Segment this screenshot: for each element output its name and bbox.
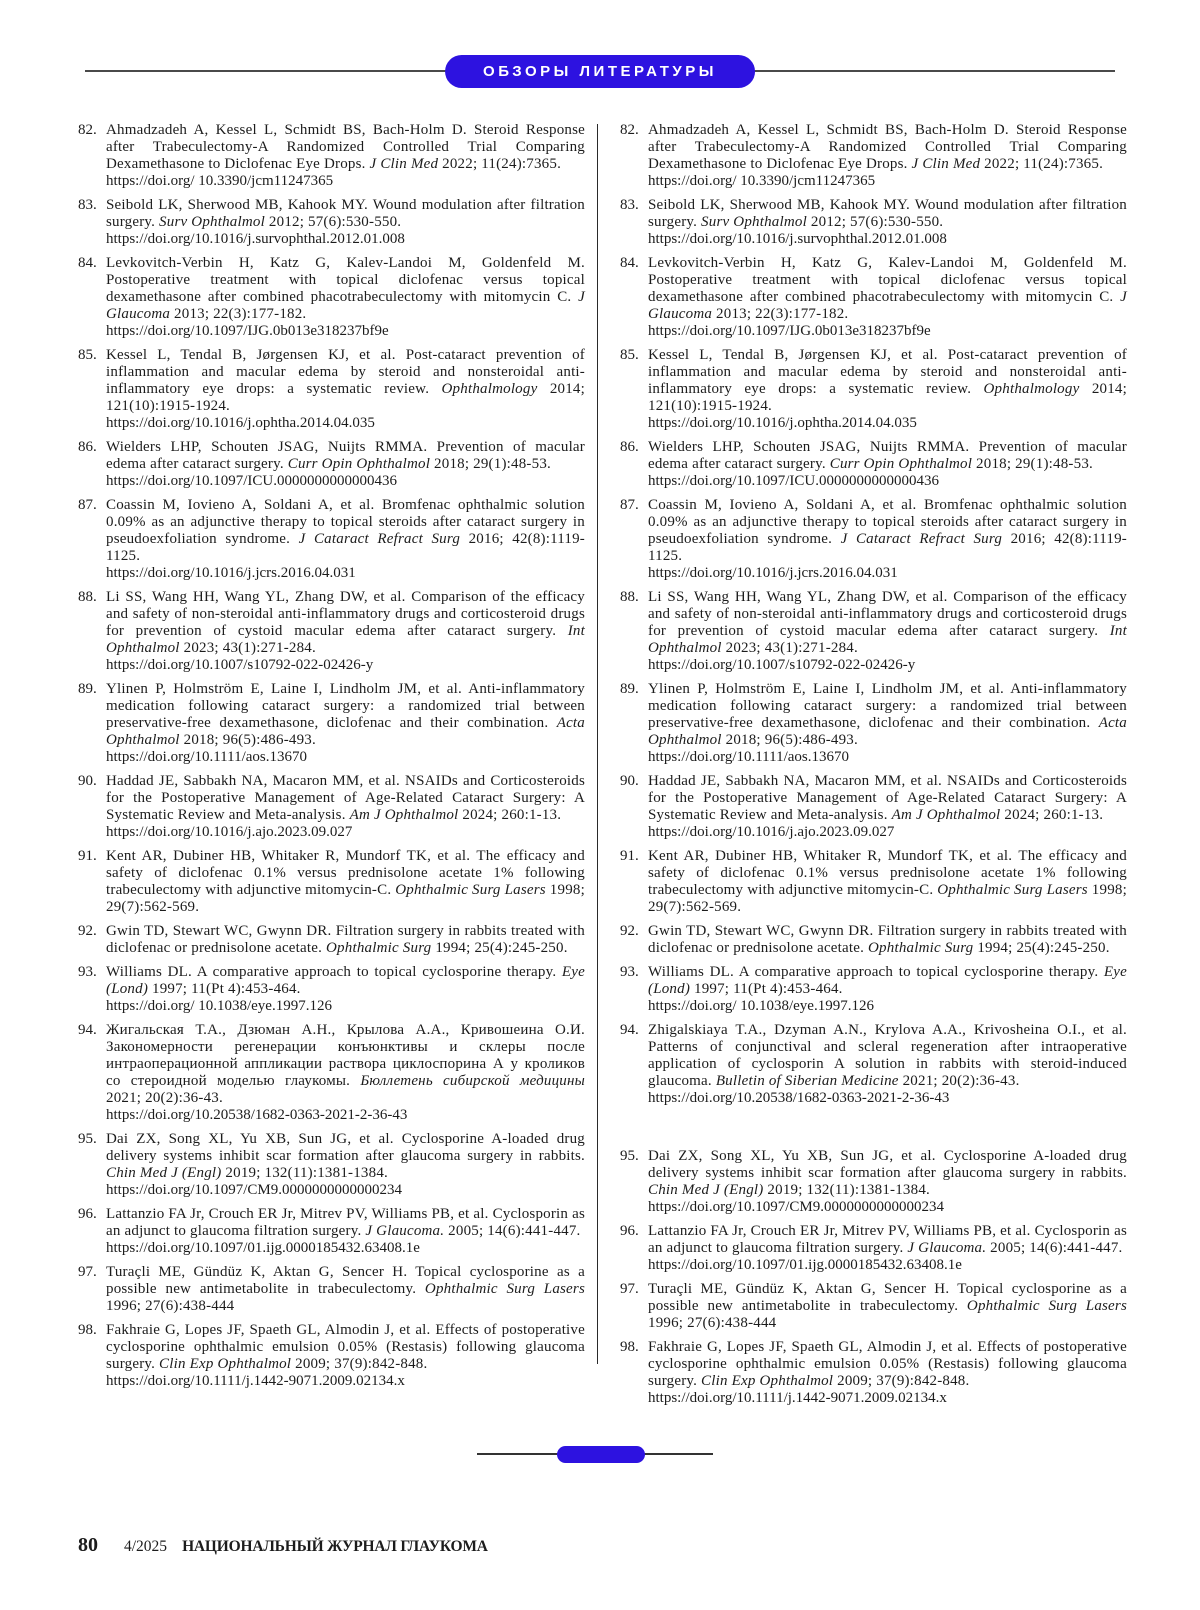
doi-text: https://doi.org/10.1097/ICU.0000000000000436 [648, 473, 939, 489]
reference-item [620, 347, 1127, 432]
doi-text: https://doi.org/ 10.3390/jcm11247365 [648, 173, 876, 189]
reference-item [78, 255, 585, 340]
doi-text: https://doi.org/10.1016/j.survophthal.2012.01.008 [106, 231, 405, 247]
reference-item [620, 923, 1127, 957]
reference-number: 94. [78, 1022, 97, 1038]
reference-text: Seibold LK, Sherwood MB, Kahook MY. Wound modulation after filtration surgery. Surv Ophthalmol 2012; 57(6):530-550. [106, 197, 585, 230]
reference-item [620, 122, 1127, 190]
reference-text: Kent AR, Dubiner HB, Whitaker R, Mundorf TK, et al. The efficacy and safety of diclofenac 0.1% versus prednisolone acetate 1% following trabeculectomy with adjunctive mitomycin-C. Ophthalmic Surg Lasers 1998; 29(7):562-569. [106, 848, 585, 915]
page-number: 80 [78, 1534, 98, 1556]
reference-number: 89. [620, 681, 639, 697]
doi-text: https://doi.org/10.1016/j.ajo.2023.09.027 [106, 824, 353, 840]
reference-text: Coassin M, Iovieno A, Soldani A, et al. Bromfenac ophthalmic solution 0.09% as an adjunctive therapy to topical steroids after cataract surgery in pseudoexfoliation syndrome. J Cataract Refract Surg 2016; 42(8):1119-1125. [106, 497, 586, 564]
doi-text: https://doi.org/10.20538/1682-0363-2021-2-36-43 [648, 1090, 950, 1106]
reference-item [78, 589, 585, 674]
doi-text: https://doi.org/10.1111/j.1442-9071.2009.02134.x [106, 1373, 405, 1389]
journal-name: НАЦИОНАЛЬНЫЙ ЖУРНАЛ ГЛАУКОМА [182, 1538, 488, 1555]
reference-text: Kessel L, Tendal B, Jørgensen KJ, et al. Post-cataract prevention of inflammation and macular edema by steroid and nonsteroidal anti-inflammatory eye drops: a systematic review. Ophthalmology 2014; 121(10):1915-1924. [648, 347, 1127, 414]
reference-number: 88. [620, 589, 639, 605]
reference-number: 82. [620, 122, 639, 138]
reference-item [78, 1322, 585, 1390]
references-column-right [620, 122, 1127, 1414]
reference-number: 98. [78, 1322, 97, 1338]
reference-item [78, 439, 585, 490]
reference-number: 93. [620, 964, 639, 980]
reference-item [620, 439, 1127, 490]
reference-item [620, 1223, 1127, 1274]
doi-text: https://doi.org/10.1111/j.1442-9071.2009.02134.x [648, 1390, 947, 1406]
doi-text: https://doi.org/ 10.1038/eye.1997.126 [648, 998, 874, 1014]
reference-number: 82. [78, 122, 97, 138]
reference-number: 86. [78, 439, 97, 455]
reference-number: 83. [620, 197, 639, 213]
reference-number: 91. [78, 848, 97, 864]
doi-text: https://doi.org/ 10.1038/eye.1997.126 [106, 998, 332, 1014]
reference-text: Fakhraie G, Lopes JF, Spaeth GL, Almodin J, et al. Effects of postoperative cyclosporine ophthalmic emulsion 0.05% (Restasis) following glaucoma surgery. Clin Exp Ophthalmol 2009; 37(9):842-848. [648, 1339, 1127, 1389]
reference-number: 91. [620, 848, 639, 864]
reference-number: 86. [620, 439, 639, 455]
reference-number: 89. [78, 681, 97, 697]
doi-text: https://doi.org/ 10.3390/jcm11247365 [106, 173, 334, 189]
doi-text: https://doi.org/10.20538/1682-0363-2021-2-36-43 [106, 1107, 408, 1123]
reference-item [620, 1022, 1127, 1107]
reference-item [78, 923, 585, 957]
reference-text: Levkovitch-Verbin H, Katz G, Kalev-Landoi M, Goldenfeld M. Postoperative treatment with topical diclofenac versus topical dexamethasone after combined phacotrabeculectomy with mitomycin C. J Glaucoma 2013; 22(3):177-182. [106, 255, 585, 322]
reference-text: Ahmadzadeh A, Kessel L, Schmidt BS, Bach-Holm D. Steroid Response after Trabeculectomy-A Randomized Controlled Trial Comparing Dexamethasone to Diclofenac Eye Drops. J Clin Med 2022; 11(24):7365. [648, 122, 1127, 172]
bottom-pill [557, 1446, 645, 1463]
reference-number: 94. [620, 1022, 639, 1038]
reference-number: 90. [620, 773, 639, 789]
reference-number: 98. [620, 1339, 639, 1355]
reference-item [620, 681, 1127, 766]
reference-item [78, 497, 585, 582]
doi-text: https://doi.org/10.1097/CM9.0000000000000234 [106, 1182, 402, 1198]
reference-number: 96. [78, 1206, 97, 1222]
reference-text: Coassin M, Iovieno A, Soldani A, et al. Bromfenac ophthalmic solution 0.09% as an adjunctive therapy to topical steroids after cataract surgery in pseudoexfoliation syndrome. J Cataract Refract Surg 2016; 42(8):1119-1125. [648, 497, 1128, 564]
reference-number: 93. [78, 964, 97, 980]
reference-number: 90. [78, 773, 97, 789]
column-divider [597, 124, 598, 1364]
reference-item [620, 1339, 1127, 1407]
reference-item [620, 1281, 1127, 1332]
reference-item [78, 681, 585, 766]
reference-text: Turaçli ME, Gündüz K, Aktan G, Sencer H. Topical cyclosporine as a possible new antimetabolite in trabeculectomy. Ophthalmic Surg Lasers 1996; 27(6):438-444 [106, 1264, 585, 1314]
reference-item [620, 497, 1127, 582]
reference-item [78, 347, 585, 432]
reference-item [620, 848, 1127, 916]
reference-number: 97. [620, 1281, 639, 1297]
reference-item [78, 1022, 585, 1124]
reference-text: Жигальская Т.А., Дзюман А.Н., Крылова А.А., Кривошеина О.И. Закономерности регенерации конъюнктивы и склеры после интраоперационной аппликации раствора циклоспорина А у кроликов со стероидной моделью глаукомы. Бюллетень сибирской медицины 2021; 20(2):36-43. [106, 1022, 585, 1106]
reference-number: 97. [78, 1264, 97, 1280]
reference-text: Seibold LK, Sherwood MB, Kahook MY. Wound modulation after filtration surgery. Surv Ophthalmol 2012; 57(6):530-550. [648, 197, 1127, 230]
doi-text: https://doi.org/10.1097/01.ijg.0000185432.63408.1e [648, 1257, 962, 1273]
doi-text: https://doi.org/10.1016/j.ophtha.2014.04.035 [106, 415, 375, 431]
reference-text: Gwin TD, Stewart WC, Gwynn DR. Filtration surgery in rabbits treated with diclofenac or prednisolone acetate. Ophthalmic Surg 1994; 25(4):245-250. [648, 923, 1127, 956]
reference-number: 95. [620, 1148, 639, 1164]
reference-text: Li SS, Wang HH, Wang YL, Zhang DW, et al. Comparison of the efficacy and safety of non-steroidal anti-inflammatory drugs and corticosteroid drugs for prevention of cystoid macular edema after cataract surgery. Int Ophthalmol 2023; 43(1):271-284. [106, 589, 585, 656]
reference-number: 87. [78, 497, 97, 513]
reference-number: 88. [78, 589, 97, 605]
section-badge: ОБЗОРЫ ЛИТЕРАТУРЫ [445, 55, 755, 88]
reference-number: 96. [620, 1223, 639, 1239]
reference-item [620, 1148, 1127, 1216]
doi-text: https://doi.org/10.1097/ICU.0000000000000436 [106, 473, 397, 489]
doi-text: https://doi.org/10.1007/s10792-022-02426-y [106, 657, 374, 673]
reference-number: 83. [78, 197, 97, 213]
reference-number: 92. [620, 923, 639, 939]
reference-text: Wielders LHP, Schouten JSAG, Nuijts RMMA. Prevention of macular edema after cataract surgery. Curr Opin Ophthalmol 2018; 29(1):48-53. [648, 439, 1127, 472]
reference-text: Haddad JE, Sabbakh NA, Macaron MM, et al. NSAIDs and Corticosteroids for the Postoperative Management of Age-Related Cataract Surgery: A Systematic Review and Meta-analysis. Am J Ophthalmol 2024; 260:1-13. [106, 773, 585, 823]
reference-number: 84. [620, 255, 639, 271]
reference-text: Kent AR, Dubiner HB, Whitaker R, Mundorf TK, et al. The efficacy and safety of diclofenac 0.1% versus prednisolone acetate 1% following trabeculectomy with adjunctive mitomycin-C. Ophthalmic Surg Lasers 1998; 29(7):562-569. [648, 848, 1127, 915]
reference-number: 85. [620, 347, 639, 363]
doi-text: https://doi.org/10.1016/j.jcrs.2016.04.031 [648, 565, 898, 581]
reference-text: Levkovitch-Verbin H, Katz G, Kalev-Landoi M, Goldenfeld M. Postoperative treatment with topical diclofenac versus topical dexamethasone after combined phacotrabeculectomy with mitomycin C. J Glaucoma 2013; 22(3):177-182. [648, 255, 1127, 322]
doi-text: https://doi.org/10.1097/IJG.0b013e318237bf9e [648, 323, 931, 339]
reference-text: Ahmadzadeh A, Kessel L, Schmidt BS, Bach-Holm D. Steroid Response after Trabeculectomy-A Randomized Controlled Trial Comparing Dexamethasone to Diclofenac Eye Drops. J Clin Med 2022; 11(24):7365. [106, 122, 585, 172]
reference-text: Williams DL. A comparative approach to topical cyclosporine therapy. Eye (Lond) 1997; 11(Pt 4):453-464. [106, 964, 585, 997]
doi-text: https://doi.org/10.1007/s10792-022-02426-y [648, 657, 916, 673]
reference-item [620, 964, 1127, 1015]
reference-item [78, 122, 585, 190]
reference-text: Lattanzio FA Jr, Crouch ER Jr, Mitrev PV, Williams PB, et al. Cyclosporin as an adjunct to glaucoma filtration surgery. J Glaucoma. 2005; 14(6):441-447. [106, 1206, 585, 1239]
reference-item [78, 197, 585, 248]
reference-text: Lattanzio FA Jr, Crouch ER Jr, Mitrev PV, Williams PB, et al. Cyclosporin as an adjunct to glaucoma filtration surgery. J Glaucoma. 2005; 14(6):441-447. [648, 1223, 1127, 1256]
references-column-left [78, 122, 585, 1397]
reference-number: 92. [78, 923, 97, 939]
doi-text: https://doi.org/10.1097/IJG.0b013e318237bf9e [106, 323, 389, 339]
reference-text: Gwin TD, Stewart WC, Gwynn DR. Filtration surgery in rabbits treated with diclofenac or prednisolone acetate. Ophthalmic Surg 1994; 25(4):245-250. [106, 923, 585, 956]
reference-text: Haddad JE, Sabbakh NA, Macaron MM, et al. NSAIDs and Corticosteroids for the Postoperative Management of Age-Related Cataract Surgery: A Systematic Review and Meta-analysis. Am J Ophthalmol 2024; 260:1-13. [648, 773, 1127, 823]
reference-text: Dai ZX, Song XL, Yu XB, Sun JG, et al. Cyclosporine A-loaded drug delivery systems inhibit scar formation after glaucoma surgery in rabbits. Chin Med J (Engl) 2019; 132(11):1381-1384. [106, 1131, 585, 1181]
reference-text: Fakhraie G, Lopes JF, Spaeth GL, Almodin J, et al. Effects of postoperative cyclosporine ophthalmic emulsion 0.05% (Restasis) following glaucoma surgery. Clin Exp Ophthalmol 2009; 37(9):842-848. [106, 1322, 585, 1372]
doi-text: https://doi.org/10.1016/j.ophtha.2014.04.035 [648, 415, 917, 431]
doi-text: https://doi.org/10.1111/aos.13670 [648, 749, 849, 765]
doi-text: https://doi.org/10.1097/CM9.0000000000000234 [648, 1199, 944, 1215]
reference-text: Kessel L, Tendal B, Jørgensen KJ, et al. Post-cataract prevention of inflammation and macular edema by steroid and nonsteroidal anti-inflammatory eye drops: a systematic review. Ophthalmology 2014; 121(10):1915-1924. [106, 347, 585, 414]
reference-number: 87. [620, 497, 639, 513]
reference-item [620, 773, 1127, 841]
doi-text: https://doi.org/10.1016/j.jcrs.2016.04.031 [106, 565, 356, 581]
reference-item [620, 589, 1127, 674]
reference-text: Wielders LHP, Schouten JSAG, Nuijts RMMA. Prevention of macular edema after cataract surgery. Curr Opin Ophthalmol 2018; 29(1):48-53. [106, 439, 585, 472]
reference-text: Turaçli ME, Gündüz K, Aktan G, Sencer H. Topical cyclosporine as a possible new antimetabolite in trabeculectomy. Ophthalmic Surg Lasers 1996; 27(6):438-444 [648, 1281, 1127, 1331]
reference-item [620, 197, 1127, 248]
reference-item [78, 1131, 585, 1199]
doi-text: https://doi.org/10.1097/01.ijg.0000185432.63408.1e [106, 1240, 420, 1256]
reference-item [78, 773, 585, 841]
reference-text: Williams DL. A comparative approach to topical cyclosporine therapy. Eye (Lond) 1997; 11(Pt 4):453-464. [648, 964, 1127, 997]
reference-text: Ylinen P, Holmström E, Laine I, Lindholm JM, et al. Anti-inflammatory medication following cataract surgery: a randomized trial between preservative-free dexamethasone, diclofenac and their combination. Acta Ophthalmol 2018; 96(5):486-493. [106, 681, 585, 748]
reference-item [78, 1206, 585, 1257]
doi-text: https://doi.org/10.1111/aos.13670 [106, 749, 307, 765]
doi-text: https://doi.org/10.1016/j.survophthal.2012.01.008 [648, 231, 947, 247]
issue-number: 4/2025 [124, 1538, 168, 1555]
doi-text: https://doi.org/10.1016/j.ajo.2023.09.027 [648, 824, 895, 840]
reference-number: 84. [78, 255, 97, 271]
reference-text: Dai ZX, Song XL, Yu XB, Sun JG, et al. Cyclosporine A-loaded drug delivery systems inhibit scar formation after glaucoma surgery in rabbits. Chin Med J (Engl) 2019; 132(11):1381-1384. [648, 1148, 1127, 1198]
reference-item [78, 848, 585, 916]
reference-item [78, 964, 585, 1015]
reference-text: Ylinen P, Holmström E, Laine I, Lindholm JM, et al. Anti-inflammatory medication following cataract surgery: a randomized trial between preservative-free dexamethasone, diclofenac and their combination. Acta Ophthalmol 2018; 96(5):486-493. [648, 681, 1127, 748]
page-footer [78, 1534, 488, 1557]
reference-text: Li SS, Wang HH, Wang YL, Zhang DW, et al. Comparison of the efficacy and safety of non-steroidal anti-inflammatory drugs and corticosteroid drugs for prevention of cystoid macular edema after cataract surgery. Int Ophthalmol 2023; 43(1):271-284. [648, 589, 1127, 656]
reference-number: 85. [78, 347, 97, 363]
reference-item [620, 255, 1127, 340]
reference-text: Zhigalskiaya T.A., Dzyman A.N., Krylova A.A., Krivosheina O.I., et al. Patterns of conjunctival and scleral regeneration after intraoperative application of cyclosporin A solution in rabbits with steroid-induced glaucoma. Bulletin of Siberian Medicine 2021; 20(2):36-43. [648, 1022, 1127, 1089]
reference-item [78, 1264, 585, 1315]
reference-number: 95. [78, 1131, 97, 1147]
